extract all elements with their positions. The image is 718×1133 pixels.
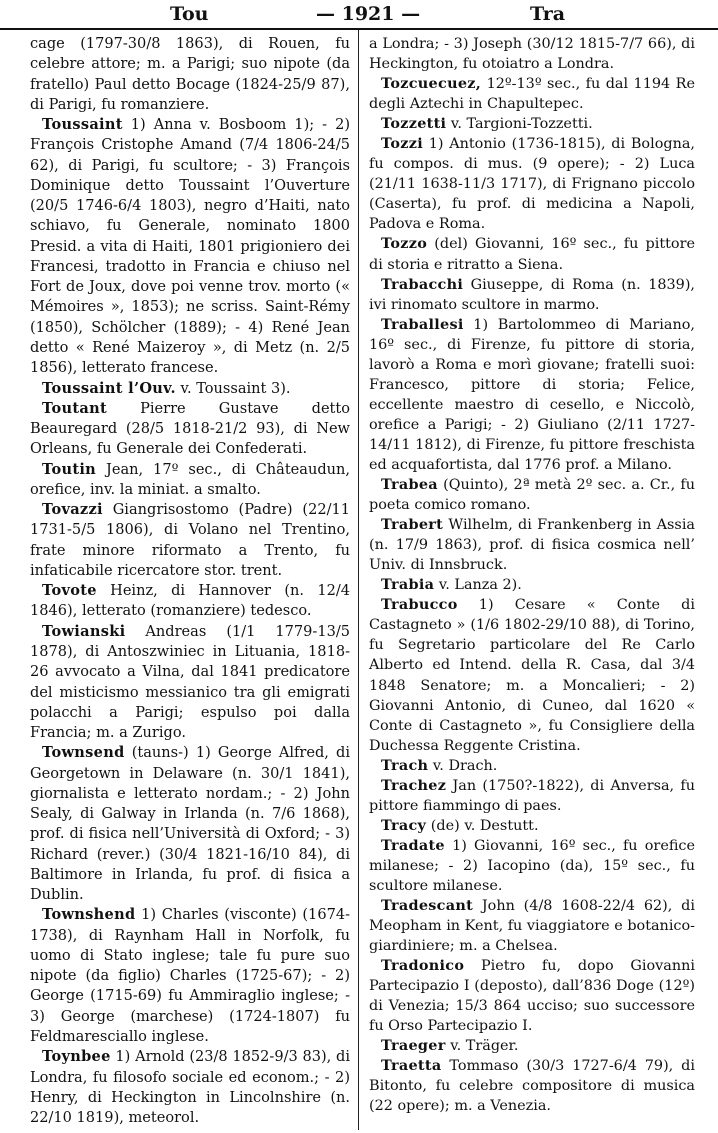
entry: [369, 575, 695, 595]
entry: [30, 500, 350, 581]
entry-headword: Tradate: [381, 836, 445, 854]
entry: [369, 595, 695, 755]
entry: [369, 896, 695, 956]
entry-headword: Tracy: [381, 816, 427, 834]
entry: [30, 1047, 350, 1128]
header-rule: [0, 28, 718, 30]
entry-text: Wilhelm, di Frankenberg in Assia (n. 17/9 1863), prof. di fisica cosmica nell’ Univ. di Innsbruck.: [369, 517, 695, 574]
entry-text: 1) Anna v. Bosboom 1); - 2) François Cristophe Amand (7/4 1806-24/5 62), di Parigi, fu scultore; - 3) François Dominique detto Toussaint l’Ouverture (20/5 1746-6/4 1803), negro d’Haiti, nato schiavo, fu Generale, nominato 1800 Presid. a vita di Haiti, 1801 prigioniero dei Francesi, tradotto in Francia e chiuso nel Fort de Joux, dove poi venne trov. morto (« Mémoires », 1853); ne scriss. Saint-Rémy (1850), Schölcher (1889); - 4) René Jean detto « René Maizeroy », di Metz (n. 2/5 1856), letterato francese.: [30, 116, 351, 377]
entry-text: v. Targioni-Tozzetti.: [450, 116, 593, 133]
entry-headword: Tradescant: [381, 897, 474, 915]
entry: [369, 1036, 695, 1056]
entry-text: 1) Arnold (23/8 1852-9/3 83), di Londra, fu filosofo sociale ed econom.; - 2) Henry, di Heckington in Lincolnshire (n. 22/10 1819), meteorol.: [30, 1048, 350, 1127]
entry-headword: Trabert: [381, 516, 444, 534]
entry-text: v. Drach.: [432, 757, 498, 774]
entry: [369, 134, 695, 234]
entry-headword: Townshend: [42, 906, 136, 924]
entry-headword: Toussaint: [42, 116, 123, 134]
entry-text: 1) Charles (visconte) (1674-1738), di Raynham Hall in Norfolk, fu uomo di Stato inglese; tale fu pure suo nipote (da figlio) Charles (1725-67); - 2) George (1715-69) fu Ammiraglio inglese; - 3) George (marchese) (1724-1807) fu Feldmaresciallo inglese.: [30, 906, 350, 1046]
entry: [369, 1056, 695, 1116]
entry-headword: Trabea: [381, 476, 438, 494]
entry-text: 1) Cesare « Conte di Castagneto » (1/6 1802-29/10 88), di Torino, fu Segretario particolare del Re Carlo Alberto ed Intend. della R. Casa, dal 3/4 1848 Senatore; m. a Moncalieri; - 2) Giovanni Antonio, di Cuneo, dal 1620 « Conte di Castagneto », fu Consigliere della Duchessa Reggente Cristina.: [369, 597, 695, 754]
entry-text: v. Toussaint 3).: [180, 379, 291, 397]
entry: [30, 379, 350, 399]
entry-text: Andreas (1/1 1779-13/5 1878), di Antoszwiniec in Lituania, 1818-26 avvocato a Vilna, dal 1841 predicatore del misticismo messianico tra gli emigrati polacchi a Parigi; espulso poi dalla Francia; m. a Zurigo.: [30, 622, 351, 742]
entry-text: John (4/8 1608-22/4 62), di Meopham in Kent, fu viaggiatore e botanico-giardiniere; m. a Chelsea.: [369, 898, 696, 955]
entry-headword: Traballesi: [381, 315, 464, 333]
left-column: [30, 34, 350, 1128]
entry-headword: Tradonico: [381, 957, 465, 975]
entry: [369, 275, 695, 315]
entry-text: Pierre Gustave detto Beauregard (28/5 1818-21/2 93), di New Orleans, fu Generale dei Confederati.: [30, 399, 350, 458]
entry: [30, 905, 350, 1047]
entry-text: v. Lanza 2).: [438, 577, 522, 594]
entry: [369, 315, 695, 475]
entry-text: (tauns-) 1) George Alfred, di Georgetown in Delaware (n. 30/1 1841), giornalista e letterato nordam.; - 2) John Sealy, di Galway in Irlanda (n. 7/6 1868), prof. di fisica nell’Università di Oxford; - 3) Richard (rever.) (30/4 1821-16/10 84), di Baltimore in Irlanda, fu prof. di fisica a Dublin.: [30, 744, 351, 904]
entry: [369, 956, 695, 1036]
entry: [30, 34, 350, 115]
entry-headword: Tozzi: [381, 135, 423, 153]
entry-headword: Tozzo: [381, 235, 428, 253]
entry-text: (del) Giovanni, 16º sec., fu pittore di storia e ritratto a Siena.: [369, 236, 695, 273]
entry-headword: Towianski: [42, 622, 126, 640]
entry: [30, 399, 350, 460]
entry-text: v. Träger.: [450, 1038, 519, 1055]
entry: [369, 756, 695, 776]
entry-text: Heinz, di Hannover (n. 12/4 1846), letterato (romanziere) tedesco.: [30, 582, 351, 620]
entry-text: cage (1797-30/8 1863), di Rouen, fu celebre attore; m. a Parigi; suo nipote (da fratello) Paul detto Bocage (1824-25/9 87), di Parigi, fu romanziere.: [30, 35, 350, 113]
entry: [369, 114, 695, 134]
entry-text: Tommaso (30/3 1727-6/4 79), di Bitonto, fu celebre compositore di musica (22 opere); m. a Venezia.: [369, 1058, 695, 1115]
entry-text: 1) Antonio (1736-1815), di Bologna, fu compos. di mus. (9 opere); - 2) Luca (21/11 1638-11/3 1717), di Frignano piccolo (Caserta), fu prof. di medicina a Napoli, Padova e Roma.: [369, 136, 695, 233]
entry-text: Jean, 17º sec., di Châteaudun, orefice, inv. la miniat. a smalto.: [30, 460, 351, 498]
entry-text: 1) Giovanni, 16º sec., fu orefice milanese; - 2) Iacopino (da), 15º sec., fu scultore milanese.: [369, 837, 696, 894]
header-left-guideword: Tou: [170, 3, 209, 25]
entry: [369, 836, 695, 896]
entry-headword: Toutant: [42, 399, 107, 417]
entry-text: Jan (1750?-1822), di Anversa, fu pittore fiammingo di paes.: [369, 777, 695, 814]
entry-headword: Trabacchi: [381, 275, 464, 293]
entry: [30, 581, 350, 622]
entry-headword: Townsend: [42, 744, 125, 762]
entry-text: Giuseppe, di Roma (n. 1839), ivi rinomato scultore in marmo.: [369, 276, 696, 313]
entry-text: (de) v. Destutt.: [430, 817, 539, 834]
entry-headword: Tovazzi: [42, 501, 103, 519]
entry-headword: Tovote: [42, 582, 97, 600]
entry: [369, 234, 695, 274]
entry: [369, 475, 695, 515]
column-divider: [358, 30, 359, 1130]
entry-headword: Toynbee: [42, 1048, 111, 1066]
page-header: [0, 2, 718, 28]
entry-headword: Toutin: [42, 460, 97, 478]
entry-headword: Tozcuecuez,: [381, 75, 482, 93]
entry: [369, 74, 695, 114]
entry-text: (Quinto), 2ª metà 2º sec. a. Cr., fu poeta comico romano.: [369, 477, 695, 514]
entry: [369, 816, 695, 836]
entry-headword: Trabucco: [381, 596, 458, 614]
entry-headword: Toussaint l’Ouv.: [42, 379, 176, 397]
entry: [369, 34, 695, 74]
entry-headword: Traetta: [381, 1057, 442, 1075]
page-number: — 1921 —: [316, 3, 421, 25]
entry-text: 12º-13º sec., fu dal 1194 Re degli Aztechi in Chapultepec.: [369, 76, 696, 113]
entry: [30, 743, 350, 905]
entry-headword: Trabia: [381, 576, 435, 594]
entry: [30, 460, 350, 501]
entry-text: a Londra; - 3) Joseph (30/12 1815-7/7 66), di Heckington, fu otoiatro a Londra.: [369, 36, 695, 73]
entry-text: Pietro fu, dopo Giovanni Partecipazio I (deposto), dall’836 Doge (12º) di Venezia; 15/3 864 ucciso; suo successore fu Orso Partecipazio I.: [369, 958, 695, 1035]
entry-text: 1) Bartolommeo di Mariano, 16º sec., di Firenze, fu pittore di storia, lavorò a Roma e morì giovane; fratelli suoi: Francesco, pittore di storia; Felice, eccellente maestro di cesello, e Niccolò, orefice a Parigi; - 2) Giuliano (2/11 1727-14/11 1812), di Firenze, fu pittore freschista ed acquafortista, dal 1776 prof. a Milano.: [369, 316, 695, 473]
entry-text: Giangrisostomo (Padre) (22/11 1731-5/5 1806), di Volano nel Trentino, frate minore riformato a Trento, fu infaticabile ricercatore stor. trent.: [30, 501, 350, 579]
header-right-guideword: Tra: [530, 3, 566, 25]
right-column: [369, 34, 695, 1117]
entry: [30, 115, 350, 378]
entry: [30, 622, 350, 744]
entry: [369, 515, 695, 575]
entry-headword: Tozzetti: [381, 115, 447, 133]
entry-headword: Traeger: [381, 1037, 446, 1055]
entry-headword: Trach: [381, 756, 429, 774]
entry: [369, 776, 695, 816]
entry-headword: Trachez: [381, 776, 447, 794]
